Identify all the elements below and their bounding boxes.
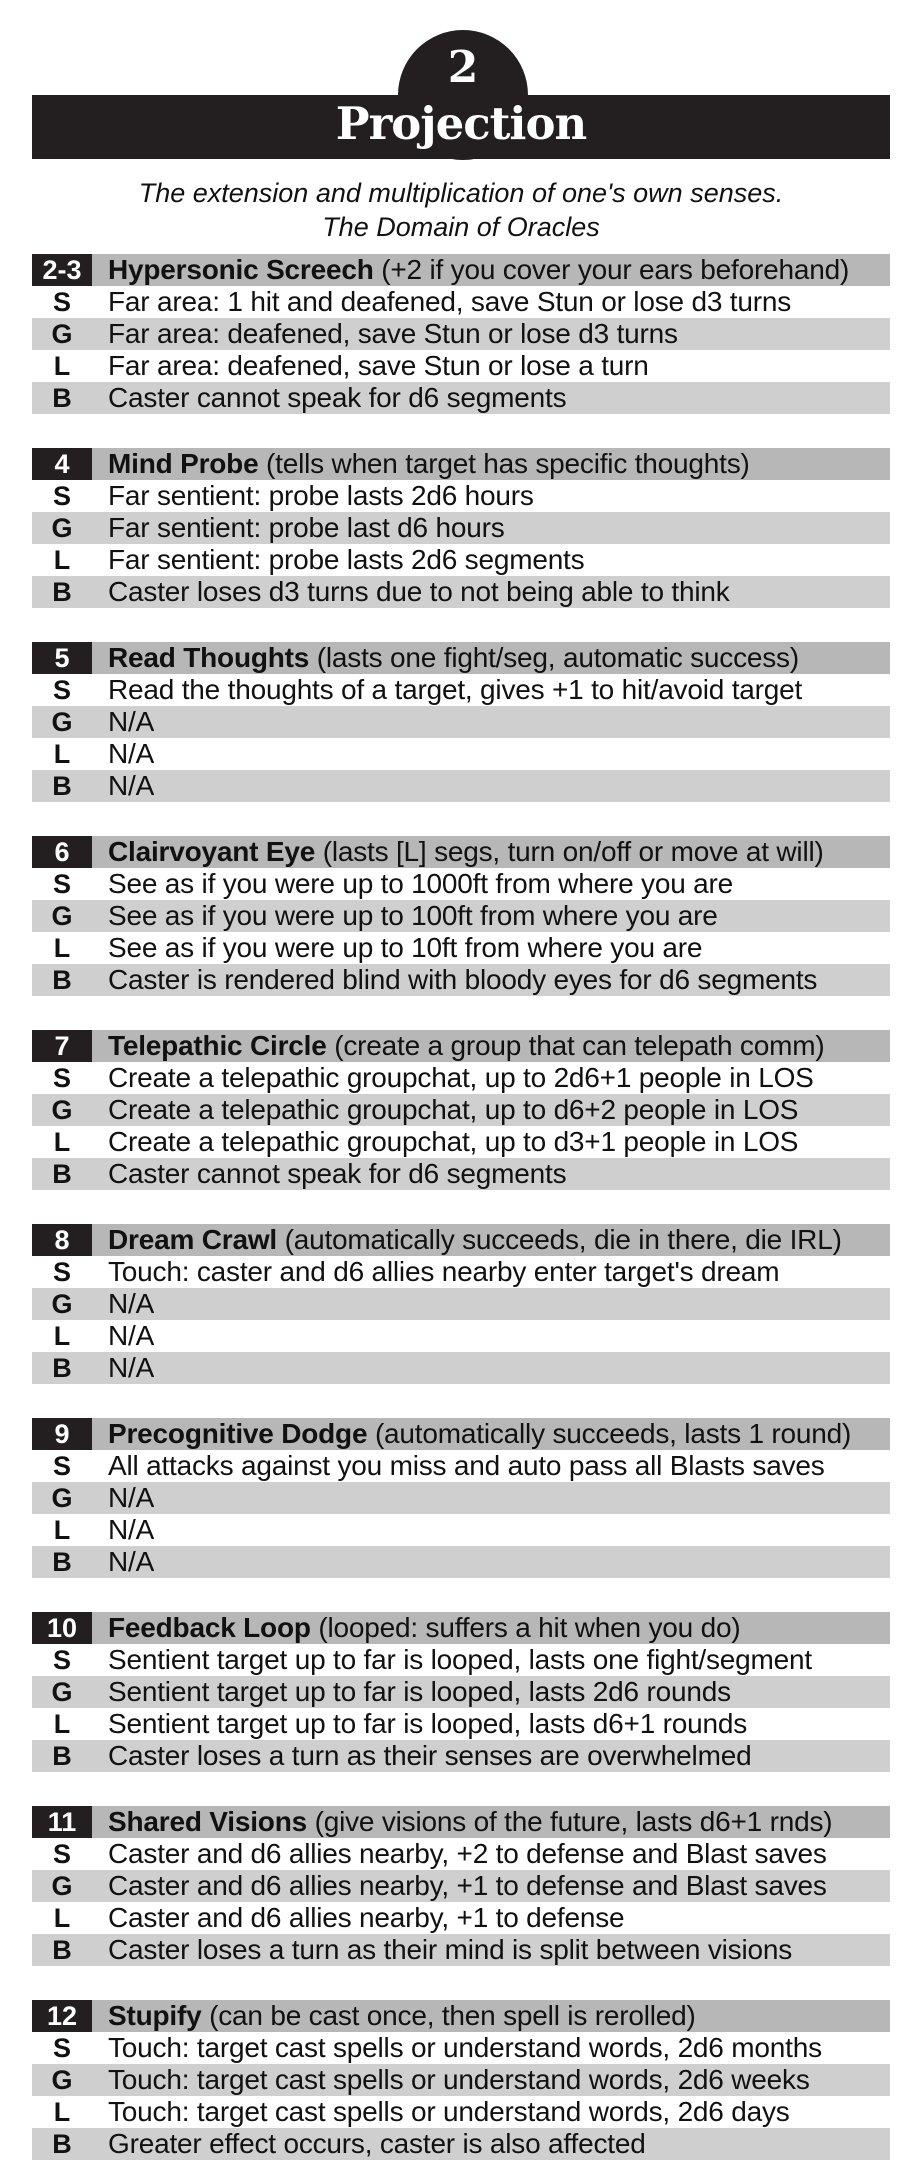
effect-code: G [51, 1870, 73, 1901]
effect-row [32, 512, 890, 544]
effect-row [32, 1094, 890, 1126]
roll-number: 7 [32, 1030, 92, 1062]
spell-name: Feedback Loop [108, 1612, 311, 1643]
effect-code: G [51, 512, 73, 543]
roll-number: 2-3 [32, 254, 92, 286]
effect-text: Sentient target up to far is looped, lasts 2d6 rounds [108, 1676, 731, 1707]
spell-table [32, 254, 890, 2160]
spell-block [32, 448, 890, 608]
effect-row [32, 480, 890, 512]
spell-name: Clairvoyant Eye [108, 836, 316, 867]
effect-code: L [53, 1320, 71, 1351]
spell-note: (automatically succeeds, lasts 1 round) [374, 1418, 852, 1449]
effect-text: Caster and d6 allies nearby, +2 to defense and Blast saves [108, 1838, 827, 1869]
effect-text: Far sentient: probe lasts 2d6 hours [108, 480, 534, 511]
effect-row [32, 738, 890, 770]
effect-code: G [51, 2064, 73, 2095]
roll-number: 11 [32, 1806, 92, 1838]
effect-text: See as if you were up to 100ft from where you are [108, 900, 718, 931]
spell-title [92, 642, 799, 674]
effect-text: N/A [108, 770, 155, 801]
effect-text: Read the thoughts of a target, gives +1 to hit/avoid target [108, 674, 803, 705]
spell-header-row [32, 448, 890, 480]
roll-number: 8 [32, 1224, 92, 1256]
effect-text: Create a telepathic groupchat, up to d3+1 people in LOS [108, 1126, 799, 1157]
subtitle-line-2: The Domain of Oracles [322, 212, 600, 242]
effect-row [32, 1126, 890, 1158]
roll-number: 6 [32, 836, 92, 868]
effect-code: G [51, 706, 73, 737]
effect-row [32, 932, 890, 964]
effect-row [32, 1320, 890, 1352]
effect-code: G [51, 1482, 73, 1513]
page-header [0, 0, 922, 160]
effect-code: B [52, 1740, 72, 1771]
effect-text: Far area: deafened, save Stun or lose a turn [108, 350, 649, 381]
effect-code: G [51, 318, 73, 349]
spell-note: (automatically succeeds, die in there, die IRL) [284, 1224, 842, 1255]
spell-header-row [32, 1612, 890, 1644]
spell-title [92, 2000, 696, 2032]
spell-title [92, 1418, 851, 1450]
spell-block [32, 642, 890, 802]
spell-header-row [32, 2000, 890, 2032]
effect-text: Caster loses a turn as their mind is split between visions [108, 1934, 793, 1965]
spell-header-row [32, 642, 890, 674]
effect-code: L [53, 1514, 71, 1545]
effect-row [32, 1352, 890, 1384]
effect-row [32, 1482, 890, 1514]
spell-name: Stupify [108, 2000, 202, 2031]
effect-row [32, 2128, 890, 2160]
spell-name: Precognitive Dodge [108, 1418, 368, 1449]
spell-block [32, 1418, 890, 1578]
spell-note: (+2 if you cover your ears beforehand) [381, 254, 850, 285]
effect-text: N/A [108, 1288, 155, 1319]
page-title: Projection [335, 97, 587, 150]
effect-text: Caster loses a turn as their senses are overwhelmed [108, 1740, 752, 1771]
spell-title [92, 448, 750, 480]
effect-code: L [53, 932, 71, 963]
effect-row [32, 1450, 890, 1482]
effect-text: See as if you were up to 10ft from where you are [108, 932, 703, 963]
roll-number: 5 [32, 642, 92, 674]
effect-code: L [53, 1902, 71, 1933]
spell-block [32, 1806, 890, 1966]
effect-row [32, 318, 890, 350]
effect-code: G [51, 900, 73, 931]
effect-row [32, 706, 890, 738]
effect-row [32, 868, 890, 900]
effect-text: N/A [108, 1514, 155, 1545]
effect-row [32, 1546, 890, 1578]
effect-code: B [52, 1546, 72, 1577]
spell-block [32, 1224, 890, 1384]
effect-text: Caster is rendered blind with bloody eyes for d6 segments [108, 964, 818, 995]
effect-code: L [53, 350, 71, 381]
effect-text: Far sentient: probe lasts 2d6 segments [108, 544, 585, 575]
effect-text: Sentient target up to far is looped, lasts one fight/segment [108, 1644, 812, 1675]
effect-code: B [52, 576, 72, 607]
roll-number: 9 [32, 1418, 92, 1450]
effect-code: S [52, 1256, 71, 1287]
roll-number: 10 [32, 1612, 92, 1644]
effect-row [32, 1902, 890, 1934]
effect-row [32, 1676, 890, 1708]
spell-note: (can be cast once, then spell is rerolled) [209, 2000, 696, 2031]
effect-code: L [53, 738, 71, 769]
effect-text: Greater effect occurs, caster is also affected [108, 2128, 646, 2159]
effect-code: S [52, 674, 71, 705]
effect-code: B [52, 1158, 72, 1189]
effect-row [32, 382, 890, 414]
roll-number: 12 [32, 2000, 92, 2032]
spell-title [92, 1030, 824, 1062]
effect-row [32, 674, 890, 706]
spell-note: (lasts [L] segs, turn on/off or move at will) [322, 836, 824, 867]
spell-block [32, 1030, 890, 1190]
spell-block [32, 1612, 890, 1772]
spell-title [92, 1224, 842, 1256]
effect-row [32, 286, 890, 318]
effect-text: Create a telepathic groupchat, up to 2d6+1 people in LOS [108, 1062, 814, 1093]
subtitle [32, 176, 890, 244]
spell-block [32, 254, 890, 414]
spell-header-row [32, 836, 890, 868]
effect-row [32, 1256, 890, 1288]
effect-code: B [52, 964, 72, 995]
effect-row [32, 1158, 890, 1190]
spell-name: Read Thoughts [108, 642, 310, 673]
spell-name: Mind Probe [108, 448, 259, 479]
spell-note: (lasts one fight/seg, automatic success) [316, 642, 799, 673]
subtitle-line-1: The extension and multiplication of one's own senses. [138, 178, 784, 208]
spell-note: (give visions of the future, lasts d6+1 rnds) [314, 1806, 833, 1837]
effect-row [32, 964, 890, 996]
effect-code: S [52, 2032, 71, 2063]
domain-number: 2 [447, 42, 479, 93]
effect-code: S [52, 1062, 71, 1093]
spell-name: Shared Visions [108, 1806, 307, 1837]
effect-code: L [53, 544, 71, 575]
spell-name: Hypersonic Screech [108, 254, 374, 285]
effect-text: N/A [108, 738, 155, 769]
effect-row [32, 1288, 890, 1320]
effect-row [32, 1870, 890, 1902]
effect-text: N/A [108, 706, 155, 737]
effect-text: Touch: target cast spells or understand words, 2d6 weeks [108, 2064, 810, 2095]
effect-text: Touch: target cast spells or understand words, 2d6 months [108, 2032, 822, 2063]
effect-text: All attacks against you miss and auto pass all Blasts saves [108, 1450, 825, 1481]
effect-text: Touch: target cast spells or understand words, 2d6 days [108, 2096, 790, 2127]
effect-row [32, 350, 890, 382]
effect-row [32, 1934, 890, 1966]
spell-note: (create a group that can telepath comm) [334, 1030, 825, 1061]
spell-title [92, 254, 849, 286]
spell-header-row [32, 1224, 890, 1256]
effect-text: Caster loses d3 turns due to not being able to think [108, 576, 730, 607]
effect-row [32, 1644, 890, 1676]
effect-code: B [52, 1352, 72, 1383]
effect-text: N/A [108, 1352, 155, 1383]
effect-text: N/A [108, 1546, 155, 1577]
effect-code: L [53, 2096, 71, 2127]
spell-title [92, 836, 824, 868]
effect-row [32, 1838, 890, 1870]
effect-text: Caster cannot speak for d6 segments [108, 1158, 567, 1189]
effect-code: G [51, 1288, 73, 1319]
spell-note: (tells when target has specific thoughts) [266, 448, 750, 479]
effect-text: Far area: 1 hit and deafened, save Stun or lose d3 turns [108, 286, 792, 317]
effect-row [32, 576, 890, 608]
effect-row [32, 900, 890, 932]
effect-row [32, 1062, 890, 1094]
spell-title [92, 1806, 832, 1838]
effect-text: N/A [108, 1482, 155, 1513]
effect-row [32, 1514, 890, 1546]
effect-text: Sentient target up to far is looped, lasts d6+1 rounds [108, 1708, 748, 1739]
effect-text: Far area: deafened, save Stun or lose d3 turns [108, 318, 678, 349]
spell-header-row [32, 254, 890, 286]
roll-number: 4 [32, 448, 92, 480]
effect-row [32, 1740, 890, 1772]
effect-text: Caster cannot speak for d6 segments [108, 382, 567, 413]
effect-row [32, 2032, 890, 2064]
spell-header-row [32, 1806, 890, 1838]
spell-name: Dream Crawl [108, 1224, 277, 1255]
effect-code: S [52, 1644, 71, 1675]
effect-text: Caster and d6 allies nearby, +1 to defense [108, 1902, 625, 1933]
effect-code: B [52, 2128, 72, 2159]
effect-text: Touch: caster and d6 allies nearby enter target's dream [108, 1256, 780, 1287]
effect-code: S [52, 1838, 71, 1869]
effect-code: L [53, 1708, 71, 1739]
effect-text: Far sentient: probe last d6 hours [108, 512, 505, 543]
effect-code: S [52, 480, 71, 511]
effect-code: G [51, 1094, 73, 1125]
effect-row [32, 770, 890, 802]
effect-code: S [52, 286, 71, 317]
spell-header-row [32, 1030, 890, 1062]
effect-code: G [51, 1676, 73, 1707]
effect-code: B [52, 770, 72, 801]
effect-row [32, 544, 890, 576]
spell-header-row [32, 1418, 890, 1450]
spell-note: (looped: suffers a hit when you do) [318, 1612, 741, 1643]
effect-text: Create a telepathic groupchat, up to d6+2 people in LOS [108, 1094, 799, 1125]
effect-code: S [52, 1450, 71, 1481]
effect-code: B [52, 1934, 72, 1965]
effect-text: N/A [108, 1320, 155, 1351]
spell-block [32, 836, 890, 996]
spell-title [92, 1612, 740, 1644]
effect-code: L [53, 1126, 71, 1157]
effect-row [32, 1708, 890, 1740]
spell-name: Telepathic Circle [108, 1030, 327, 1061]
effect-row [32, 2096, 890, 2128]
effect-row [32, 2064, 890, 2096]
effect-code: B [52, 382, 72, 413]
effect-code: S [52, 868, 71, 899]
effect-text: See as if you were up to 1000ft from where you are [108, 868, 734, 899]
effect-text: Caster and d6 allies nearby, +1 to defense and Blast saves [108, 1870, 827, 1901]
spell-block [32, 2000, 890, 2160]
